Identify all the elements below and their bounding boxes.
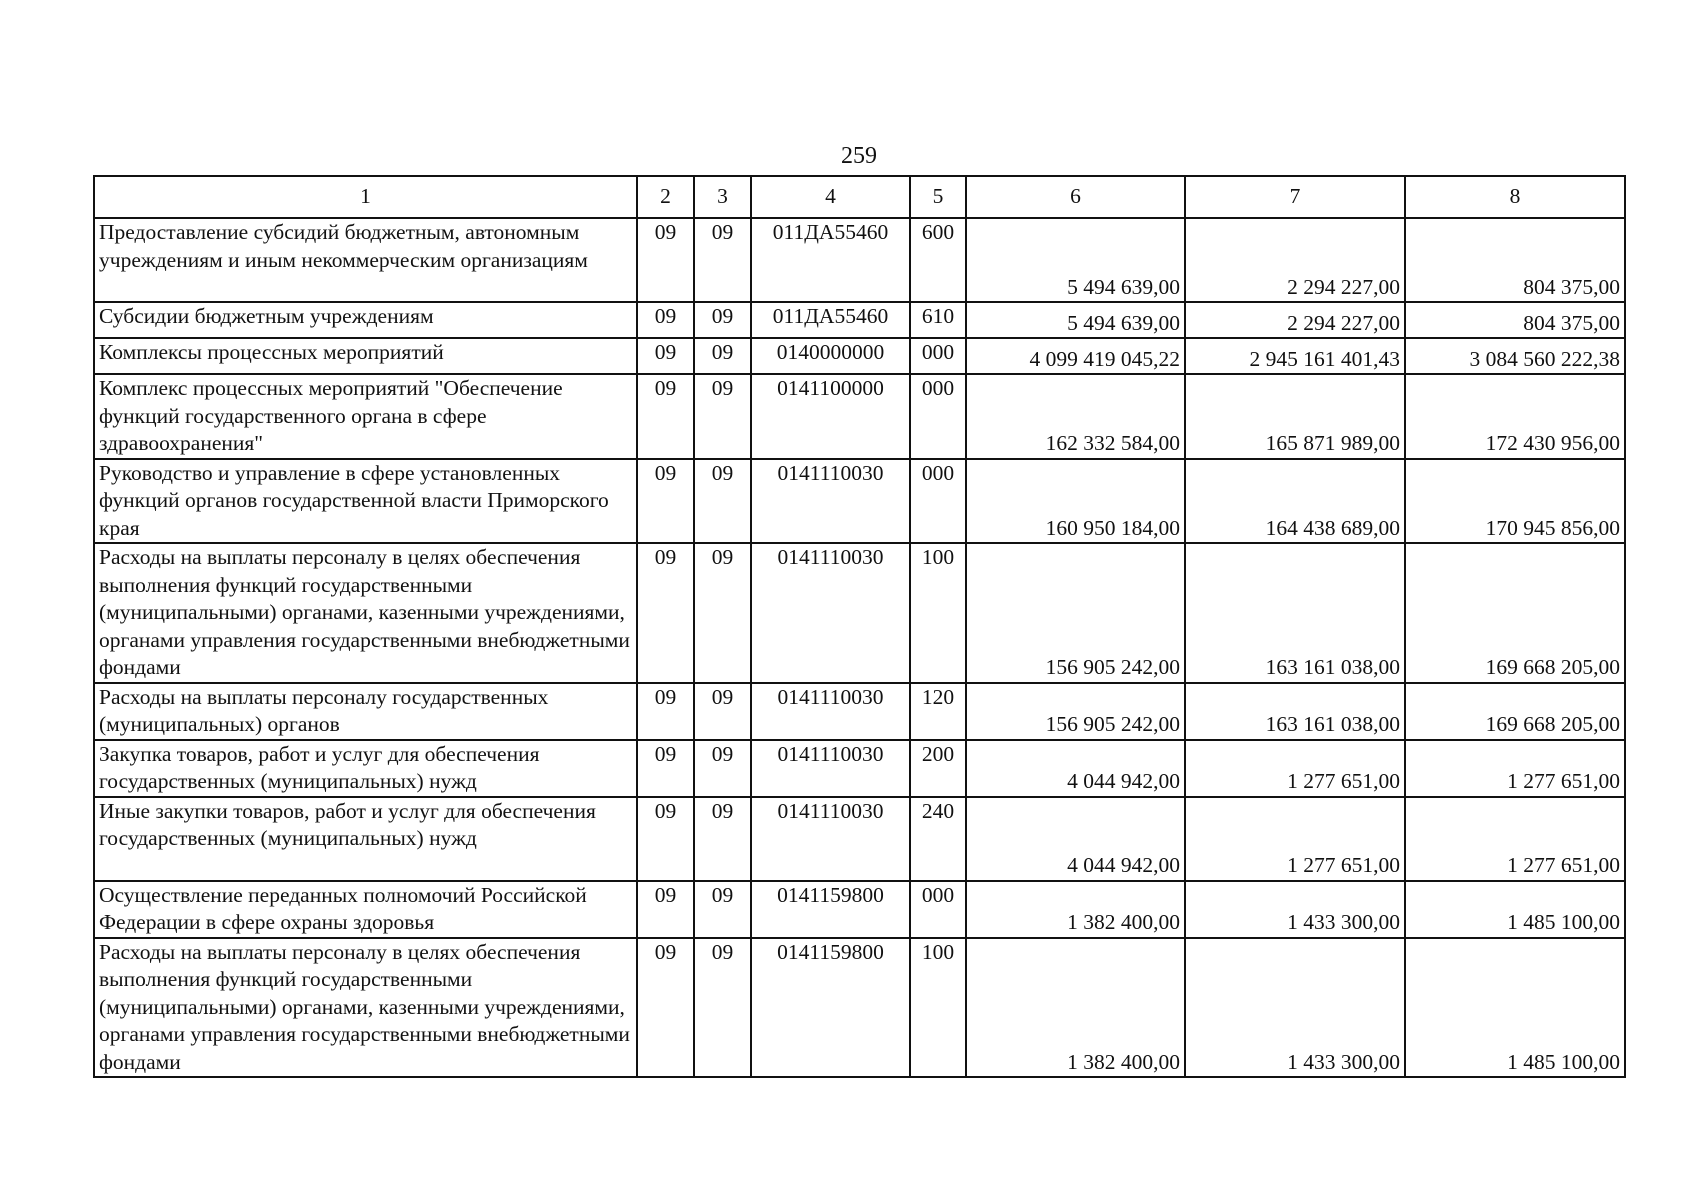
column-header: 8 <box>1405 176 1625 218</box>
amount-col-8: 170 945 856,00 <box>1405 459 1625 544</box>
target-article-code: 0140000000 <box>751 338 910 374</box>
section-code: 09 <box>637 683 694 740</box>
item-name: Закупка товаров, работ и услуг для обеспечения государственных (муниципальных) нужд <box>94 740 637 797</box>
expense-type-code: 200 <box>910 740 966 797</box>
expense-type-code: 000 <box>910 459 966 544</box>
amount-col-6: 5 494 639,00 <box>966 302 1185 338</box>
expense-type-code: 240 <box>910 797 966 881</box>
item-name: Предоставление субсидий бюджетным, автономным учреждениям и иным некоммерческим организациям <box>94 218 637 302</box>
target-article-code: 0141110030 <box>751 740 910 797</box>
expense-type-code: 000 <box>910 881 966 938</box>
amount-col-8: 1 277 651,00 <box>1405 797 1625 881</box>
amount-col-8: 804 375,00 <box>1405 218 1625 302</box>
column-header: 4 <box>751 176 910 218</box>
column-header: 7 <box>1185 176 1405 218</box>
amount-col-6: 162 332 584,00 <box>966 374 1185 459</box>
item-name: Осуществление переданных полномочий Российской Федерации в сфере охраны здоровья <box>94 881 637 938</box>
column-header: 2 <box>637 176 694 218</box>
amount-col-7: 2 294 227,00 <box>1185 302 1405 338</box>
target-article-code: 0141110030 <box>751 543 910 683</box>
expense-type-code: 600 <box>910 218 966 302</box>
column-header: 5 <box>910 176 966 218</box>
table-row <box>94 543 1625 683</box>
amount-col-7: 163 161 038,00 <box>1185 543 1405 683</box>
subsection-code: 09 <box>694 881 751 938</box>
section-code: 09 <box>637 459 694 544</box>
target-article-code: 0141110030 <box>751 797 910 881</box>
amount-col-7: 165 871 989,00 <box>1185 374 1405 459</box>
item-name: Иные закупки товаров, работ и услуг для обеспечения государственных (муниципальных) нужд <box>94 797 637 881</box>
column-header: 1 <box>94 176 637 218</box>
section-code: 09 <box>637 543 694 683</box>
amount-col-8: 1 485 100,00 <box>1405 881 1625 938</box>
page-number: 259 <box>841 143 877 169</box>
amount-col-8: 1 485 100,00 <box>1405 938 1625 1078</box>
amount-col-8: 172 430 956,00 <box>1405 374 1625 459</box>
amount-col-6: 156 905 242,00 <box>966 683 1185 740</box>
section-code: 09 <box>637 302 694 338</box>
section-code: 09 <box>637 881 694 938</box>
section-code: 09 <box>637 797 694 881</box>
section-code: 09 <box>637 218 694 302</box>
amount-col-7: 1 433 300,00 <box>1185 881 1405 938</box>
amount-col-6: 5 494 639,00 <box>966 218 1185 302</box>
amount-col-7: 163 161 038,00 <box>1185 683 1405 740</box>
table-row <box>94 797 1625 881</box>
subsection-code: 09 <box>694 683 751 740</box>
subsection-code: 09 <box>694 543 751 683</box>
amount-col-8: 1 277 651,00 <box>1405 740 1625 797</box>
amount-col-6: 4 099 419 045,22 <box>966 338 1185 374</box>
section-code: 09 <box>637 740 694 797</box>
amount-col-8: 169 668 205,00 <box>1405 683 1625 740</box>
amount-col-6: 160 950 184,00 <box>966 459 1185 544</box>
amount-col-6: 4 044 942,00 <box>966 797 1185 881</box>
table-row <box>94 740 1625 797</box>
amount-col-7: 1 277 651,00 <box>1185 740 1405 797</box>
subsection-code: 09 <box>694 338 751 374</box>
section-code: 09 <box>637 374 694 459</box>
amount-col-7: 1 433 300,00 <box>1185 938 1405 1078</box>
expense-type-code: 000 <box>910 374 966 459</box>
item-name: Расходы на выплаты персоналу в целях обеспечения выполнения функций государственными (муниципальными) органами, казенными учреждениями, органами управления государственными внебюджетными фондами <box>94 938 637 1078</box>
table-row <box>94 218 1625 302</box>
target-article-code: 0141110030 <box>751 683 910 740</box>
target-article-code: 0141159800 <box>751 938 910 1078</box>
subsection-code: 09 <box>694 459 751 544</box>
table-row <box>94 302 1625 338</box>
amount-col-8: 3 084 560 222,38 <box>1405 338 1625 374</box>
table-row <box>94 459 1625 544</box>
subsection-code: 09 <box>694 740 751 797</box>
amount-col-7: 2 945 161 401,43 <box>1185 338 1405 374</box>
subsection-code: 09 <box>694 302 751 338</box>
subsection-code: 09 <box>694 374 751 459</box>
expense-type-code: 000 <box>910 338 966 374</box>
table-row <box>94 938 1625 1078</box>
amount-col-6: 1 382 400,00 <box>966 881 1185 938</box>
table-row <box>94 374 1625 459</box>
amount-col-7: 164 438 689,00 <box>1185 459 1405 544</box>
amount-col-7: 2 294 227,00 <box>1185 218 1405 302</box>
column-header: 6 <box>966 176 1185 218</box>
section-code: 09 <box>637 938 694 1078</box>
amount-col-6: 156 905 242,00 <box>966 543 1185 683</box>
column-header: 3 <box>694 176 751 218</box>
table-row <box>94 338 1625 374</box>
item-name: Расходы на выплаты персоналу в целях обеспечения выполнения функций государственными (муниципальными) органами, казенными учреждениями, органами управления государственными внебюджетными фондами <box>94 543 637 683</box>
subsection-code: 09 <box>694 797 751 881</box>
amount-col-6: 4 044 942,00 <box>966 740 1185 797</box>
target-article-code: 011ДА55460 <box>751 218 910 302</box>
expense-type-code: 610 <box>910 302 966 338</box>
table-row <box>94 881 1625 938</box>
subsection-code: 09 <box>694 218 751 302</box>
table-row <box>94 683 1625 740</box>
expense-type-code: 100 <box>910 938 966 1078</box>
amount-col-6: 1 382 400,00 <box>966 938 1185 1078</box>
target-article-code: 0141110030 <box>751 459 910 544</box>
amount-col-8: 169 668 205,00 <box>1405 543 1625 683</box>
item-name: Субсидии бюджетным учреждениям <box>94 302 637 338</box>
target-article-code: 0141100000 <box>751 374 910 459</box>
amount-col-8: 804 375,00 <box>1405 302 1625 338</box>
item-name: Комплекс процессных мероприятий "Обеспечение функций государственного органа в сфере здравоохранения" <box>94 374 637 459</box>
subsection-code: 09 <box>694 938 751 1078</box>
expense-type-code: 120 <box>910 683 966 740</box>
expense-type-code: 100 <box>910 543 966 683</box>
target-article-code: 011ДА55460 <box>751 302 910 338</box>
target-article-code: 0141159800 <box>751 881 910 938</box>
item-name: Руководство и управление в сфере установленных функций органов государственной власти Приморского края <box>94 459 637 544</box>
section-code: 09 <box>637 338 694 374</box>
item-name: Расходы на выплаты персоналу государственных (муниципальных) органов <box>94 683 637 740</box>
header-row <box>94 176 1625 218</box>
item-name: Комплексы процессных мероприятий <box>94 338 637 374</box>
amount-col-7: 1 277 651,00 <box>1185 797 1405 881</box>
budget-table <box>93 175 1626 1078</box>
